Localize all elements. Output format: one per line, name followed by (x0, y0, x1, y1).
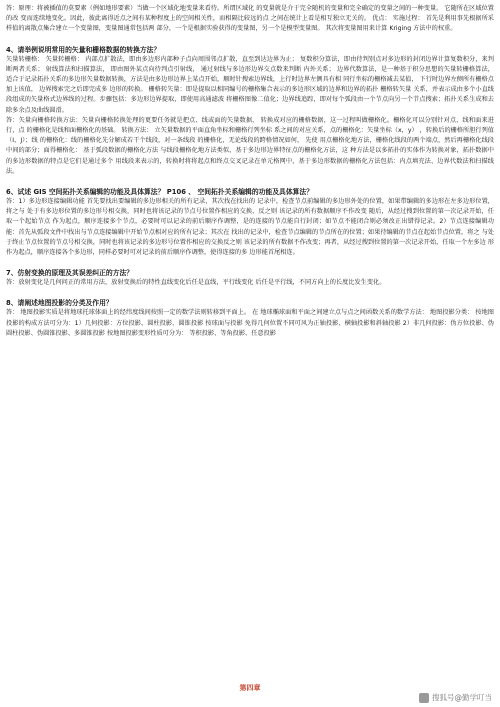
question-7-answer: 答：放射变化是几何问正的常用方法，放射变换后的特性直线变化后任是直线，平行线变化 后任是平行线，不同方向上的长度比发生变化。 (6, 279, 386, 287)
question-8-heading: 8、请阐述地图投影的分类及作用？ (6, 299, 113, 308)
watermark-text: 搜狐号@勤学叮当 (432, 693, 492, 702)
chapter-label: 第四章 (239, 684, 261, 692)
watermark (419, 692, 492, 703)
sohu-logo-icon (419, 693, 429, 703)
question-4-answer-1: 矢量转栅格： 矢量转栅格： 内部点扩散法，即由多边形内部种子点向周围邻点扩散，直至到达边界为止； 复数积分算法，即由待判别点对多边形的封闭边界计算复数积分，来判断两者关系； 射线算法和扫描算法， 即由图外某点向待判点引射线， 通过射线与多边形边界交点数来判断 内外关系； 边界代数算法，是一种基于积分思想的矢量转栅格算法， 适合于记录拓扑关系的多边形矢量数据转换，方法是由多边形边界上某点开始，顺时针搜索边界线，上行时边界左侧具有相 同行坐标的栅格减去某值， 下行时边界左侧所有栅格点加上该值， 边界搜索完之后即完成多 边形的转换。 栅格转矢量：即是提取以相同编号的栅格集合表示的多边形区域的边界和边界的拓扑 栅格转矢量 关系，并表示成由多个小直线段组成的矢量格式边界线的过程。步骤包括：多边形边界提取，即使用高通滤波 将栅格图像二值化；边界线追踪，即对每个弧段由一个节点向另一个节点搜索；拓扑关系生成和去除多余点及曲线圆滑。 (6, 55, 494, 114)
question-6-heading: 6、试述 GIS 空间拓扑关系编辑的功能及具体算法？ P106 、 空间拓扑关系编辑的功能及具体算法？ (6, 188, 314, 197)
question-8-answer: 答： 地图投影实质是将地球托球体面上的经纬度线间按照一定的数学法则转移到平面上。 在 地球椭球面和平面之间建立点与点之间函数关系的数学方法： 地图投影分类： 按地图投影的构成方法可分为：1）几何投影：方位投影、圆柱投影、圆锥投影 按球面与投影 免得几何位置不同可风为正轴投影、横轴投影和斜轴投影 2）非几何投影：伪方位投影、伪圆柱投影、伪圆锥投影、多圆锥投影 按地图投影变形性质可分为： 等积投影、等角投影、任意投影 (6, 309, 494, 337)
question-7-heading: 7、仿射变换的原理及其误差纠正的方法？ (6, 269, 134, 278)
intro-paragraph: 答：原理：将被插值的莫要素（例如地形要素）当做一个区域化地变量来看待。所谓区域化 的变量就是介于完全随机的变量和完全确定的变量之间的一种变量。 它随所在区域位置的改 变而连续地变化。因此，彼此离得近点之间有某种程度上的空间相关性，而相隔比较远的点 之间在统计上看是相互独立无关的。 优点： 实施过程： 首先是利用事先根据所采样值的离散点集合建立一个变量图，变量图通常包括两 部分，一个是根据实验获得的变量图，另一个是模型变量图。 其次将变量图用来计算 Kriging 方法中的权重。 (6, 5, 494, 33)
question-6-answer: 答：1）多边形连接编辑功能 首先要找出要编辑的多边形相关的所有记录，其次找在找出的 记录中，检查节点前编辑的多边形外处的位置，如果带编辑的多边形在左多边形位置，将之与 处于有多边形位置的多边形号相交换，同时也将该记录的节点号位置作相应的交换，反之则 该记录的所有数据顺序不作改变 随后，从经过搜到位置的第一次记录开始，任取一个起始节点 作为起点，顺序连接多个节点，必要时可以记录的前后顺序作调整，是的连接的节点能自行封闭；如节点不能闭合则必须改正出错得记录。2）节点连接编辑功能：首先从弧段文件中找出与节点连接编辑中开始节点相对应的所有记录；其次在 找出的记录中，检查节点编辑的节点所在的位置；如果待编辑的节点在起始节点位置，将之 与处于终止节点位置的节点号相交换，同时也将该记录的多边形号位置作相应的交换反之则 该记录的所有数据不作改变；再者，从经过搜到位置的第一次记录开始，任取一个左多边 形作为起点，顺序连接各个多边形，同样必要时可对记录的前后顺序作调整，使得连接的多 边形能首尾相连。 (6, 198, 494, 257)
document-body (6, 4, 494, 339)
question-4-answer-2: 答：矢量向栅格转换方法：矢量向栅格转换处理的更要任务就是把点、线或面的矢量数据， 转换成对应的栅格数据，这一过程叫做栅格化。栅格化可以分别针对点、线和面来进行，点 的栅格化是线和面栅格化的基础。 转换方法： 立矢量数据的平面直角坐标和栅格行列坐标 系之间的对应关系，点的栅格化：矢量坐标（x，y） ，转换后的栅格所胆行列值（I，J）；线 的栅格化：线的栅格化先分解成若干个线段，对一条线段 的栅格化，无论线段的跨格情况如何， 先使 用点栅格化地方法，栅格化线段的两个端点，然后再栅格化线段中间的部分；面得栅格化： 基于弧段数据的栅格化方法 与线段栅格化地方法类似，基于多边形边界特征点的栅格化方法，这 种方法是以多拓扑的实体作为转换对象，拓扑数据中的多边形数据的特点是它们是通过多个 用线段来表示的，转换时将将起点和终点交叉记录在单元格网中，基于多边形数据的栅格化方法包括：内点填充法、边界代数法和扫描线法。 (6, 116, 494, 175)
question-4-heading: 4、请举例说明常用的矢量和栅格数据的转换方法？ (6, 45, 161, 54)
